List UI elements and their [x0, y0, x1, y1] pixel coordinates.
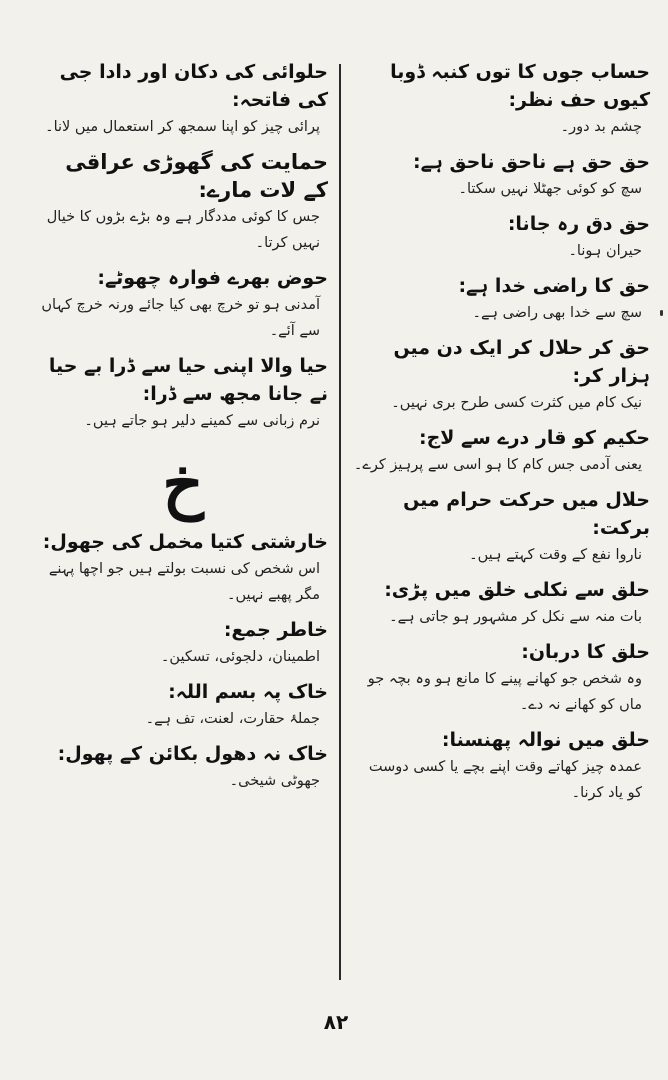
entry-headword: حیا والا اپنی حیا سے ڈرا بے حیا نے جانا مجھ سے ڈرا: [48, 355, 328, 405]
entry-headword: حلق سے نکلی خلق میں پڑی: [384, 579, 650, 601]
entry-headword: حلق میں نوالہ پھنسنا: [441, 729, 650, 751]
entry [38, 528, 328, 608]
entry [38, 616, 328, 670]
entry-headword: حساب جوں کا توں کنبہ ڈوبا کیوں حف نظر: [390, 61, 650, 111]
entry-headword: خارشتی کتیا مخمل کی جھول: [42, 531, 328, 553]
entry-meaning: وہ شخص جو کھانے پینے کا مانع ہو وہ بچہ جو ماں کو کھانے نہ دے۔ [367, 671, 642, 713]
entry-headword: حق دق رہ جانا: [507, 213, 650, 235]
entry [38, 740, 328, 794]
entry [38, 678, 328, 732]
column-divider [339, 64, 341, 980]
entry-meaning: یعنی آدمی جس کام کا ہو اسی سے پرہیز کرے۔ [353, 457, 642, 473]
entry-headword: حق حق ہے ناحق ناحق ہے: [412, 151, 650, 173]
entry [350, 148, 650, 202]
right-column [350, 58, 650, 814]
entry [350, 58, 650, 140]
entry-headword: حق کا راضی خدا ہے: [458, 275, 650, 297]
entry [350, 638, 650, 718]
left-column [38, 58, 328, 802]
entry-headword: حق کر حلال کر ایک دن میں ہزار کر: [393, 337, 650, 387]
entry-headword: حکیم کو قار درے سے لاج: [418, 427, 650, 449]
entry [350, 726, 650, 806]
entry [350, 210, 650, 264]
entry-headword: خاک نہ دھول بکائن کے پھول: [57, 743, 328, 765]
entry-headword: خاطر جمع: [223, 619, 328, 641]
entry-headword: حوض بھرے فوارہ چھوٹے: [97, 267, 328, 289]
entry-meaning: پرائی چیز کو اپنا سمجھ کر استعمال میں لانا۔ [45, 119, 320, 135]
entry-meaning: عمدہ چیز کھاتے وقت اپنے بچے یا کسی دوست کو یاد کرنا۔ [368, 759, 642, 801]
entry-meaning: اطمینان، دلجوئی، تسکین۔ [160, 649, 320, 665]
entry-headword: حمایت کی گھوڑی عراقی کے لات مارے: [65, 150, 328, 202]
margin-mark [660, 310, 663, 316]
entry-meaning: ناروا نفع کے وقت کہتے ہیں۔ [469, 547, 642, 563]
entry-meaning: نیک کام میں کثرت کسی طرح بری نہیں۔ [391, 395, 642, 411]
entry [350, 272, 650, 326]
entry [38, 352, 328, 434]
entry-meaning: نرم زبانی سے کمینے دلیر ہو جاتے ہیں۔ [84, 413, 320, 429]
entry-meaning: اس شخص کی نسبت بولتے ہیں جو اچھا پہنے مگر پھبے نہیں۔ [48, 561, 320, 603]
entry [350, 576, 650, 630]
entry [38, 264, 328, 344]
entry-headword: حلوائی کی دکان اور دادا جی کی فاتحہ: [59, 61, 328, 111]
section-letter: خ [162, 447, 204, 522]
entry [350, 424, 650, 478]
entry [350, 334, 650, 416]
entry-meaning: سچ سے خدا بھی راضی ہے۔ [472, 305, 642, 321]
entry [38, 148, 328, 256]
entry [38, 58, 328, 140]
page-number: ۸۲ [323, 1010, 349, 1034]
entry-headword: حلق کا دربان: [521, 641, 650, 663]
entry-meaning: آمدنی ہو تو خرچ بھی کیا جائے ورنہ خرچ کہاں سے آئے۔ [41, 297, 320, 339]
entry-meaning: بات منہ سے نکل کر مشہور ہو جاتی ہے۔ [389, 609, 642, 625]
entry [350, 486, 650, 568]
entry-meaning: جھوٹی شیخی۔ [229, 773, 320, 789]
entry-meaning: سچ کو کوئی جھٹلا نہیں سکتا۔ [458, 181, 642, 197]
entry-meaning: جس کا کوئی مددگار ہے وہ بڑے بڑوں کا خیال نہیں کرتا۔ [46, 209, 320, 251]
entry-meaning: چشم بد دور۔ [560, 119, 642, 135]
entry-headword: خاک پہ بسم اللہ: [168, 681, 328, 703]
entry-meaning: حیران ہونا۔ [568, 243, 642, 259]
entry-meaning: جملۂ حقارت، لعنت، تف ہے۔ [145, 711, 320, 727]
entry-headword: حلال میں حرکت حرام میں برکت: [403, 489, 650, 539]
